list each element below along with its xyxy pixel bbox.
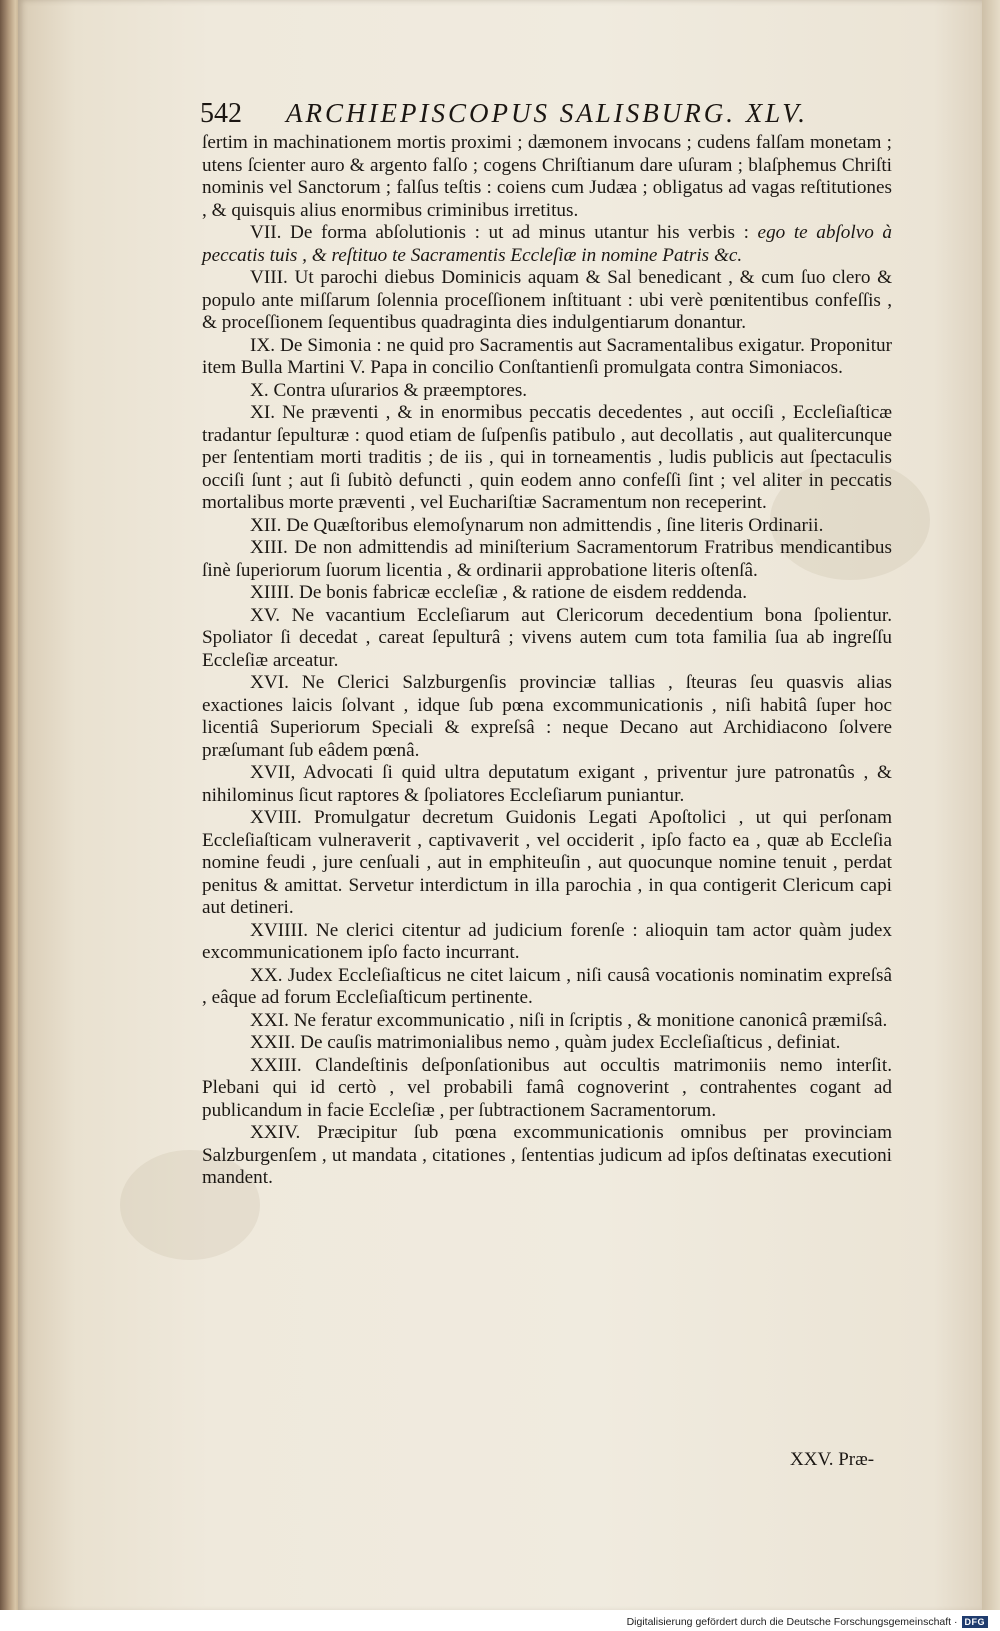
paragraph-vii: VII. De forma abſolutionis : ut ad minus utantur his verbis : ego te abſolvo à peccatis tuis , & reſtituo te Sacramentis Eccleſiæ in nomine Patris &c. — [202, 222, 893, 266]
section-number: XVIIII. — [250, 919, 309, 941]
section-number: XVIII. — [250, 807, 302, 828]
dfg-logo-icon: DFG — [962, 1616, 989, 1628]
section-number: XVII, — [250, 762, 296, 783]
digitization-credit — [627, 1614, 988, 1630]
paragraph-xvii: XVII, Advocati ſi quid ultra deputatum exigant , priventur jure patronatûs , & nihilominus ſicut raptores & ſpoliatores Eccleſiarum puniantur. — [202, 762, 892, 806]
page-number: 542 — [200, 98, 242, 129]
paragraph-xxii: XXII. De cauſis matrimonialibus nemo , quàm judex Eccleſiaſticus , definiat. — [250, 1032, 841, 1053]
section-number: XV. — [250, 604, 281, 626]
running-head: ARCHIEPISCOPUS SALISBURG. XLV. — [286, 98, 808, 128]
paragraph-xxiii: XXIII. Clandeſtinis deſponſationibus aut occultis matrimoniis nemo interſit. Plebani qui id certò , vel probabili famâ cognoverint , contrahentes cogant ad publicandum in facie Eccleſiæ , per ſubtractionem Sacramentorum. — [202, 1054, 892, 1121]
paragraph-xx: XX. Judex Eccleſiaſticus ne citet laicum , niſi causâ vocationis nominatim expreſsâ , eâque ad forum Eccleſiaſticum pertinente. — [202, 964, 892, 1008]
paragraph-xi: XI. Ne præventi , & in enormibus peccatis decedentes , aut occiſi , Eccleſiaſticæ tradantur ſepulturæ : quod etiam de ſuſpenſis patibulo , aut decollatis , aut qualitercunque per ſententiam morti traditis ; de iis , qui in torneamentis , ludis publicis aut ſpectaculis occiſi ſunt ; aut ſi ſubitò defuncti , quin eodem anno confeſſi ſint ; vel aliter in peccatis mortalibus morte præventi , vel Euchariſtiæ Sacramentum non receperint. — [202, 402, 893, 513]
absolution-formula: ego te abſolvo à peccatis tuis , & reſtituo te Sacramentis Eccleſiæ in nomine Patris &c. — [202, 222, 893, 266]
section-number: XIIII. — [250, 582, 295, 603]
section-number: XIII. — [250, 537, 288, 558]
catchword: XXV. Præ- — [790, 1449, 875, 1470]
paragraph-xviii: XVIII. Promulgatur decretum Guidonis Legati Apoſtolici , ut qui perſonam Eccleſiaſticam vulneraverit , captivaverit , vel occiderit , ipſo facto ea , quæ ab Eccleſia nomine feudi , jure cenſuali , aut in emphiteuſin , aut quocunque nomine tenuit , perdat penitus & amittat. Servetur interdictum in illa parochia , in qua contigerit Clericum capi aut detineri. — [202, 807, 892, 918]
paragraph-x: X. Contra uſurarios & præemptores. — [250, 379, 528, 401]
paragraph-xxiv: XXIV. Præcipitur ſub pœna excommunicationis omnibus per provinciam Salzburgenſem , ut mandata , citationes , ſententias judicum ad ipſos deſtinatas executioni mandent. — [202, 1122, 892, 1188]
section-number: XXII. — [250, 1032, 296, 1053]
section-number: XII. — [250, 514, 282, 536]
paragraph-xxi: XXI. Ne feratur excommunicatio , niſi in ſcriptis , & monitione canonicâ præmiſsâ. — [250, 1009, 888, 1031]
paragraph-xviiii: XVIIII. Ne clerici citentur ad judicium forenſe : alioquin tam actor quàm judex excommunicationem ipſo facto incurrant. — [202, 919, 893, 963]
paragraph-continuation: ſertim in machinationem mortis proximi ; dæmonem invocans ; cudens falſam monetam ; utens ſcienter auro & argento falſo ; cogens Chriſtianum dare uſuram ; blaſphemus Chriſti nominis vel Sanctorum ; falſus teſtis : coiens cum Judæa ; obligatus ad vagas reſtitutiones , & quisquis alius enormibus criminibus irretitus. — [202, 132, 892, 221]
section-number: XX. — [250, 964, 283, 986]
section-number: VII. — [250, 222, 282, 243]
section-number: IX. — [250, 334, 276, 356]
paragraph-xvi: XVI. Ne Clerici Salzburgenſis provinciæ tallias , ſteuras ſeu quasvis alias exactiones laicis ſolvant , idque ſub pœna excommunicationis , niſi habitâ ſuper hoc licentiâ Superiorum Speciali & expreſsâ : neque Decano aut Archidiacono ſolvere præſumant ſub eâdem pœnâ. — [202, 672, 893, 761]
section-number: X. — [250, 379, 269, 401]
paragraph-xiiii: XIIII. De bonis fabricæ eccleſiæ , & ratione de eisdem reddenda. — [250, 582, 748, 603]
section-number: VIII. — [250, 267, 288, 288]
section-number: XXIII. — [250, 1054, 302, 1076]
section-number: XI. — [250, 402, 276, 423]
credit-text: Digitalisierung gefördert durch die Deutsche Forschungsgemeinschaft · — [626, 1616, 958, 1628]
paragraph-ix: IX. De Simonia : ne quid pro Sacramentis aut Sacramentalibus exigatur. Proponitur item Bulla Martini V. Papa in concilio Conſtantienſi promulgata contra Simoniacos. — [202, 334, 893, 378]
section-number: XVI. — [250, 672, 289, 693]
page-right-margin — [982, 0, 1000, 1612]
paragraph-xv: XV. Ne vacantium Eccleſiarum aut Clericorum decedentium bona ſpolientur. Spoliator ſi decedat , careat ſepulturâ ; vivens autem cum tota familia ſua ab ingreſſu Eccleſiæ arceatur. — [202, 604, 893, 671]
body-text — [202, 132, 892, 1190]
section-number: XXIV. — [250, 1122, 301, 1143]
paragraph-viii: VIII. Ut parochi diebus Dominicis aquam & Sal benedicant , & cum ſuo clero & populo ante miſſarum ſolennia proceſſionem inſtituant : ubi verè pœnitentibus confeſſis , & proceſſionem ſequentibus quadraginta dies indulgentiarum donantur. — [202, 267, 892, 333]
paragraph-xiii: XIII. De non admittendis ad miniſterium Sacramentorum Fratribus mendicantibus ſinè ſuperiorum ſuorum licentia , & ordinarii approbatione literis oſtenſâ. — [202, 537, 892, 581]
paragraph-xii: XII. De Quæſtoribus elemoſynarum non admittendis , ſine literis Ordinarii. — [250, 514, 824, 536]
section-number: XXI. — [250, 1009, 289, 1031]
